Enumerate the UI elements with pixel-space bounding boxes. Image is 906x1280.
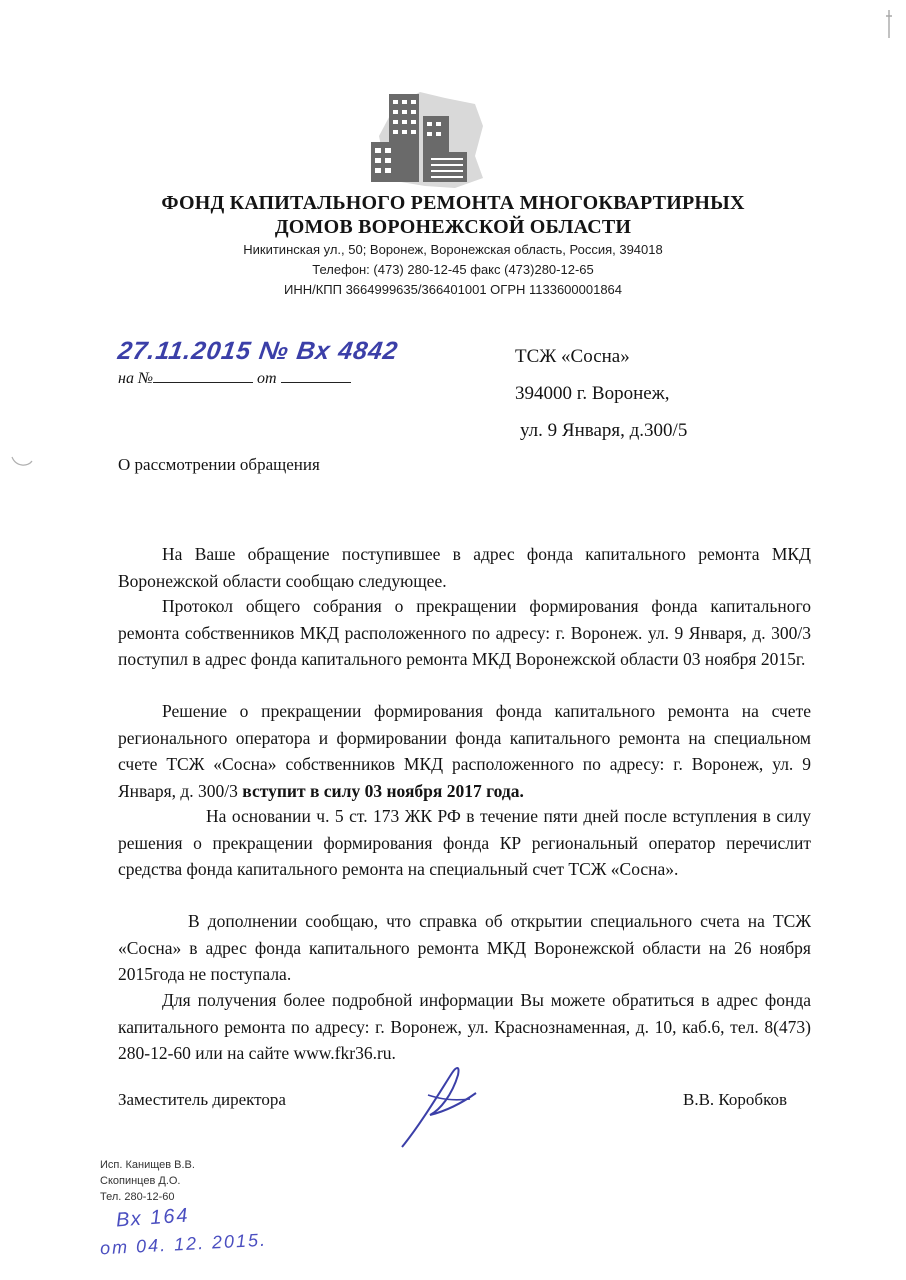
body-paragraph-3 (118, 698, 811, 804)
body-paragraph-5: В дополнении сообщаю, что справка об открытии специального счета на ТСЖ «Сосна» в адрес фонда капитального ремонта МКД Воронежской области на 26 ноября 2015года не поступала. (118, 911, 811, 984)
scan-hole-mark (10, 455, 34, 469)
reply-ref-number-blank (153, 368, 253, 383)
reply-reference (118, 368, 351, 388)
org-ids: ИНН/КПП 3664999635/366401001 ОГРН 1133600001864 (283, 282, 623, 297)
body-paragraph-3-text: Решение о прекращении формирования фонда капитального ремонта на счете регионального оператора и формировании фонда капитального ремонта на специальном счете ТСЖ «Сосна» собственников МКД расположенного по адресу: г. Воронеж, ул. 9 Января, д. 300/3 (118, 701, 811, 801)
recipient-city: 394000 г. Воронеж, (515, 383, 670, 404)
recipient-street: ул. 9 Января, д.300/5 (520, 420, 688, 441)
reply-ref-prefix: на № (118, 370, 154, 387)
executor-1: Исп. Канищев В.В. (100, 1159, 195, 1171)
reply-ref-middle: от (257, 370, 277, 387)
body-paragraph-6: Для получения более подробной информации Вы можете обратиться в адрес фонда капитального ремонта по адресу: г. Воронеж, ул. Краснознаменная, д. 10, каб.6, тел. 8(473) 280-12-60 или на сайте www.fkr36.ru. (118, 990, 811, 1063)
org-title-line-2: ДОМОВ ВОРОНЕЖСКОЙ ОБЛАСТИ (274, 216, 632, 238)
handwritten-signature (380, 1055, 500, 1155)
handwritten-outgoing-number: 27.11.2015 № Вх 4842 (116, 337, 401, 365)
body-paragraph-3-bold: вступит в силу 03 ноября 2017 года. (242, 780, 524, 801)
scan-staple-mark (884, 8, 894, 40)
body-paragraph-2: Протокол общего собрания о прекращении формирования фонда капитального ремонта собственников МКД расположенного по адресу: г. Воронеж. ул. 9 Января, д. 300/3 поступил в адрес фонда капитального ремонта МКД Воронежской области 03 ноября 2015г. (118, 596, 811, 669)
incoming-stamp-number: Вх 164 (115, 1204, 191, 1232)
signer-name: В.В. Коробков (683, 1090, 787, 1109)
signer-position: Заместитель директора (118, 1090, 286, 1109)
letter-subject: О рассмотрении обращения (118, 455, 320, 474)
org-title-line-1: ФОНД КАПИТАЛЬНОГО РЕМОНТА МНОГОКВАРТИРНЫХ (161, 192, 745, 214)
fund-logo (365, 86, 490, 190)
recipient-name: ТСЖ «Сосна» (515, 346, 630, 367)
body-paragraph-4: На основании ч. 5 ст. 173 ЖК РФ в течение пяти дней после вступления в силу решения о прекращении формирования фонда КР региональный оператор перечислит средства фонда капитального ремонта на специальный счет ТСЖ «Сосна». (118, 806, 811, 879)
org-phones: Телефон: (473) 280-12-45 факс (473)280-12-65 (312, 262, 594, 277)
body-paragraph-1: На Ваше обращение поступившее в адрес фонда капитального ремонта МКД Воронежской области сообщаю следующее. (118, 544, 811, 591)
reply-ref-date-blank (281, 368, 351, 383)
org-address: Никитинская ул., 50; Воронеж, Воронежская область, Россия, 394018 (243, 242, 663, 257)
incoming-stamp-date: от 04. 12. 2015. (99, 1229, 268, 1259)
executor-phone: Тел. 280-12-60 (100, 1191, 175, 1203)
executor-2: Скопинцев Д.О. (100, 1175, 181, 1187)
